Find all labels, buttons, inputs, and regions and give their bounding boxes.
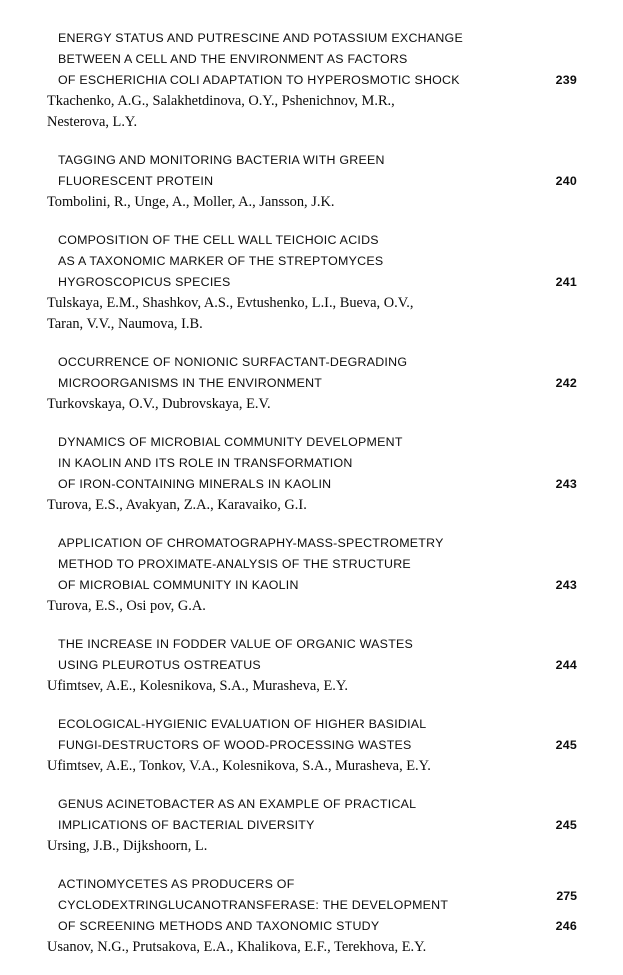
toc-title-line: BETWEEN A CELL AND THE ENVIRONMENT AS FACTORS [58, 52, 408, 66]
toc-entry[interactable] [47, 533, 577, 617]
toc-title-line: AS A TAXONOMIC MARKER OF THE STREPTOMYCES [58, 254, 384, 268]
toc-page-number: 245 [555, 818, 577, 832]
toc-entry-title [47, 352, 577, 394]
toc-page-number: 244 [555, 658, 577, 672]
toc-title-line: THE INCREASE IN FODDER VALUE OF ORGANIC WASTES [58, 637, 414, 651]
toc-page-number: 242 [555, 376, 577, 390]
toc-entry-title [47, 714, 577, 756]
toc-author-line: Usanov, N.G., Prutsakova, E.A., Khalikova, E.F., Terekhova, E.Y. [47, 939, 427, 955]
toc-author-line: Ufimtsev, A.E., Tonkov, V.A., Kolesnikova, S.A., Murasheva, E.Y. [47, 758, 431, 774]
toc-title-line: METHOD TO PROXIMATE-ANALYSIS OF THE STRUCTURE [58, 557, 411, 571]
toc-author-line: Ufimtsev, A.E., Kolesnikova, S.A., Murasheva, E.Y. [47, 678, 348, 694]
toc-entry[interactable] [47, 794, 577, 857]
toc-entry-title [47, 794, 577, 836]
toc-title-line: ACTINOMYCETES AS PRODUCERS OF [58, 877, 295, 891]
toc-entry-title [47, 874, 577, 937]
toc-title-line: MICROORGANISMS IN THE ENVIRONMENT 242 [58, 373, 507, 394]
toc-page-number: 240 [555, 174, 577, 188]
toc-entry-title [47, 533, 577, 596]
toc-page-number: 243 [555, 477, 577, 491]
toc-title-line: IN KAOLIN AND ITS ROLE IN TRANSFORMATION [58, 456, 353, 470]
toc-title-line: FUNGI-DESTRUCTORS OF WOOD-PROCESSING WASTES 245 [58, 735, 507, 756]
toc-title-line: OF SCREENING METHODS AND TAXONOMIC STUDY 246 [58, 916, 507, 937]
toc-title-line: ECOLOGICAL-HYGIENIC EVALUATION OF HIGHER BASIDIAL [58, 717, 427, 731]
toc-title-line: GENUS ACINETOBACTER AS AN EXAMPLE OF PRACTICAL [58, 797, 417, 811]
toc-title-line: HYGROSCOPICUS SPECIES 241 [58, 272, 507, 293]
toc-page-number: 245 [555, 738, 577, 752]
toc-author-line: Turkovskaya, O.V., Dubrovskaya, E.V. [47, 396, 271, 412]
toc-title-line: FLUORESCENT PROTEIN 240 [58, 171, 507, 192]
toc-title-line: IMPLICATIONS OF BACTERIAL DIVERSITY 245 [58, 815, 507, 836]
toc-entry[interactable] [47, 714, 577, 777]
toc-entry-title [47, 432, 577, 495]
toc-title-line: ENERGY STATUS AND PUTRESCINE AND POTASSIUM EXCHANGE [58, 31, 463, 45]
toc-entry-title [47, 634, 577, 676]
toc-title-line: USING PLEUROTUS OSTREATUS 244 [58, 655, 507, 676]
toc-title-line: OF MICROBIAL COMMUNITY IN KAOLIN 243 [58, 575, 507, 596]
toc-author-line: Nesterova, L.Y. [47, 114, 138, 130]
toc-entry[interactable] [47, 230, 577, 335]
toc-author-line: Tkachenko, A.G., Salakhetdinova, O.Y., Pshenichnov, M.R., [47, 93, 395, 109]
table-of-contents [47, 28, 577, 975]
toc-page-number: 246 [555, 919, 577, 933]
toc-title-line: APPLICATION OF CHROMATOGRAPHY-MASS-SPECTROMETRY [58, 536, 444, 550]
toc-title-line: OF ESCHERICHIA COLI ADAPTATION TO HYPEROSMOTIC SHOCK 239 [58, 70, 507, 91]
toc-entry[interactable] [47, 634, 577, 697]
toc-title-line: CYCLODEXTRINGLUCANOTRANSFERASE: THE DEVELOPMENT [58, 898, 449, 912]
toc-title-line: DYNAMICS OF MICROBIAL COMMUNITY DEVELOPMENT [58, 435, 403, 449]
toc-entry-title [47, 28, 577, 91]
toc-entry[interactable] [47, 874, 577, 958]
toc-title-line: OCCURRENCE OF NONIONIC SURFACTANT-DEGRADING [58, 355, 408, 369]
page-folio-number: 275 [556, 889, 577, 903]
toc-title-line: TAGGING AND MONITORING BACTERIA WITH GREEN [58, 153, 385, 167]
toc-title-line: COMPOSITION OF THE CELL WALL TEICHOIC ACIDS [58, 233, 379, 247]
toc-page-number: 243 [555, 578, 577, 592]
toc-entry[interactable] [47, 28, 577, 133]
toc-author-line: Taran, V.V., Naumova, I.B. [47, 316, 203, 332]
toc-page-number: 241 [555, 275, 577, 289]
toc-title-line: OF IRON-CONTAINING MINERALS IN KAOLIN 243 [58, 474, 507, 495]
toc-entry[interactable] [47, 150, 577, 213]
toc-entry[interactable] [47, 352, 577, 415]
toc-page-number: 239 [555, 73, 577, 87]
toc-author-line: Ursing, J.B., Dijkshoorn, L. [47, 838, 208, 854]
toc-entry[interactable] [47, 432, 577, 516]
toc-author-line: Turova, E.S., Avakyan, Z.A., Karavaiko, G.I. [47, 497, 307, 513]
toc-author-line: Tombolini, R., Unge, A., Moller, A., Jansson, J.K. [47, 194, 335, 210]
toc-author-line: Turova, E.S., Osi pov, G.A. [47, 598, 206, 614]
toc-entry-title [47, 230, 577, 293]
toc-entry-title [47, 150, 577, 192]
toc-author-line: Tulskaya, E.M., Shashkov, A.S., Evtushenko, L.I., Bueva, O.V., [47, 295, 414, 311]
